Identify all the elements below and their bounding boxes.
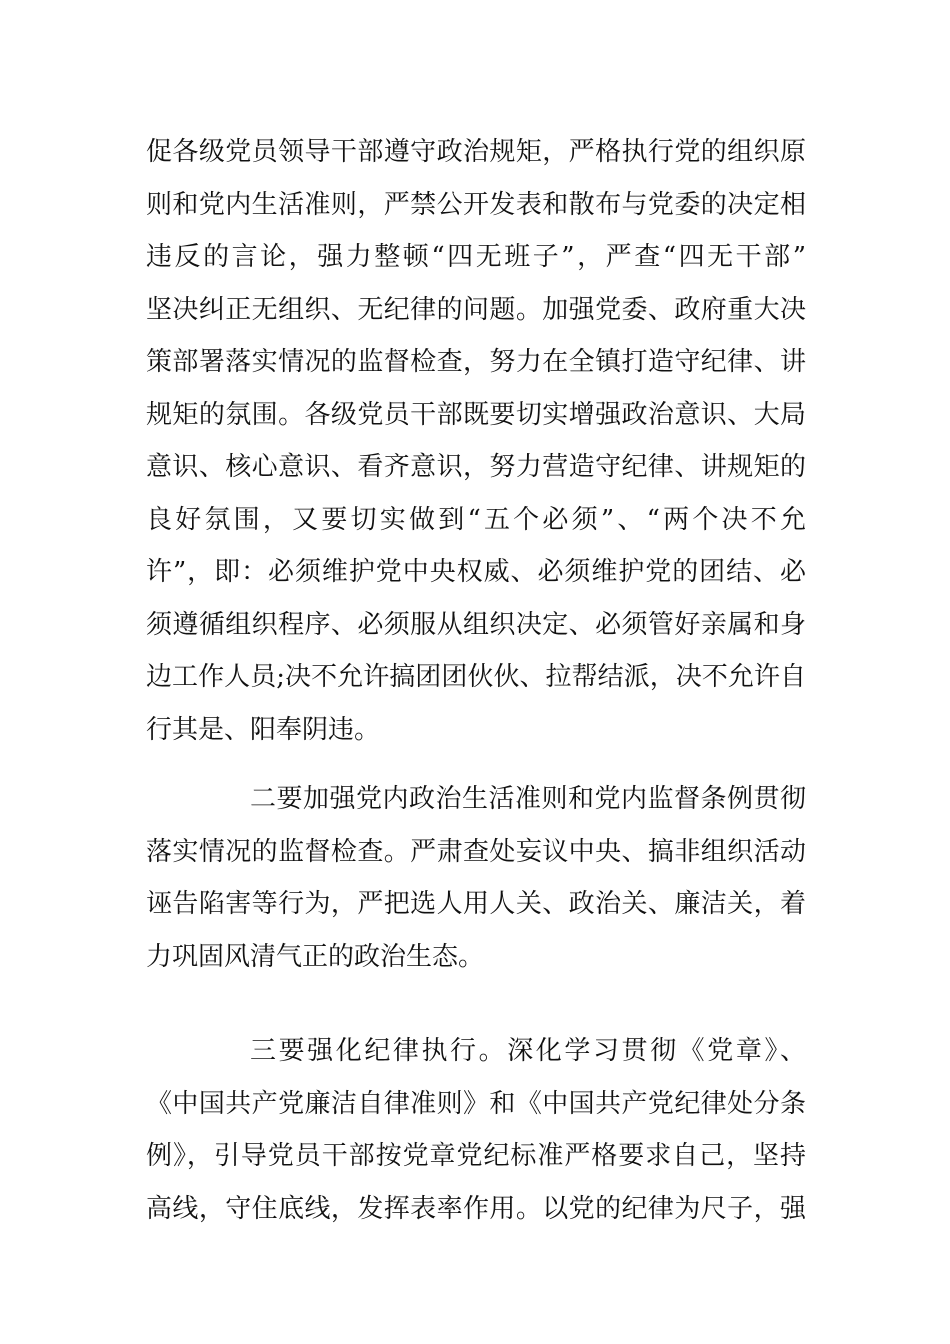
text-line: 意识、核心意识、看齐意识，努力营造守纪律、讲规矩的 xyxy=(146,452,806,482)
text-line: 《中国共产党廉洁自律准则》和《中国共产党纪律处分条 xyxy=(146,1088,806,1119)
text-line: 策部署落实情况的监督检查，努力在全镇打造守纪律、讲 xyxy=(146,347,806,377)
text-line: 诬告陷害等行为，严把选人用人关、政治关、廉洁关，着 xyxy=(146,889,806,919)
paragraph-1 xyxy=(146,126,806,756)
text-line: 落实情况的监督检查。严肃查处妄议中央、搞非组织活动 xyxy=(146,836,806,867)
text-line: 边工作人员;决不允许搞团团伙伙、拉帮结派，决不允许自 xyxy=(146,662,806,692)
text-line: 违反的言论，强力整顿“四无班子”，严查“四无干部” xyxy=(146,242,806,272)
text-line: 行其是、阳奉阴违。 xyxy=(146,714,381,745)
paragraph-2 xyxy=(146,773,806,983)
text-line: 促各级党员领导干部遵守政治规矩，严格执行党的组织原 xyxy=(146,137,806,167)
text-line: 良好氛围，又要切实做到“五个必须”、“两个决不允 xyxy=(146,504,806,535)
text-line: 许”，即：必须维护党中央权威、必须维护党的团结、必 xyxy=(146,557,806,587)
text-line: 坚决纠正无组织、无纪律的问题。加强党委、政府重大决 xyxy=(146,294,806,325)
text-line: 规矩的氛围。各级党员干部既要切实增强政治意识、大局 xyxy=(146,399,806,430)
text-line: 力巩固风清气正的政治生态。 xyxy=(146,941,485,972)
text-line: 高线，守住底线，发挥表率作用。以党的纪律为尺子，强 xyxy=(146,1193,806,1224)
text-line: 二要加强党内政治生活准则和党内监督条例贯彻 xyxy=(250,784,806,814)
paragraph-3 xyxy=(146,1025,806,1235)
text-line: 则和党内生活准则，严禁公开发表和散布与党委的决定相 xyxy=(146,189,806,220)
text-line: 例》，引导党员干部按党章党纪标准严格要求自己，坚持 xyxy=(146,1141,806,1171)
text-line: 三要强化纪律执行。深化学习贯彻《党章》、 xyxy=(250,1036,806,1066)
text-line: 须遵循组织程序、必须服从组织决定、必须管好亲属和身 xyxy=(146,609,806,640)
